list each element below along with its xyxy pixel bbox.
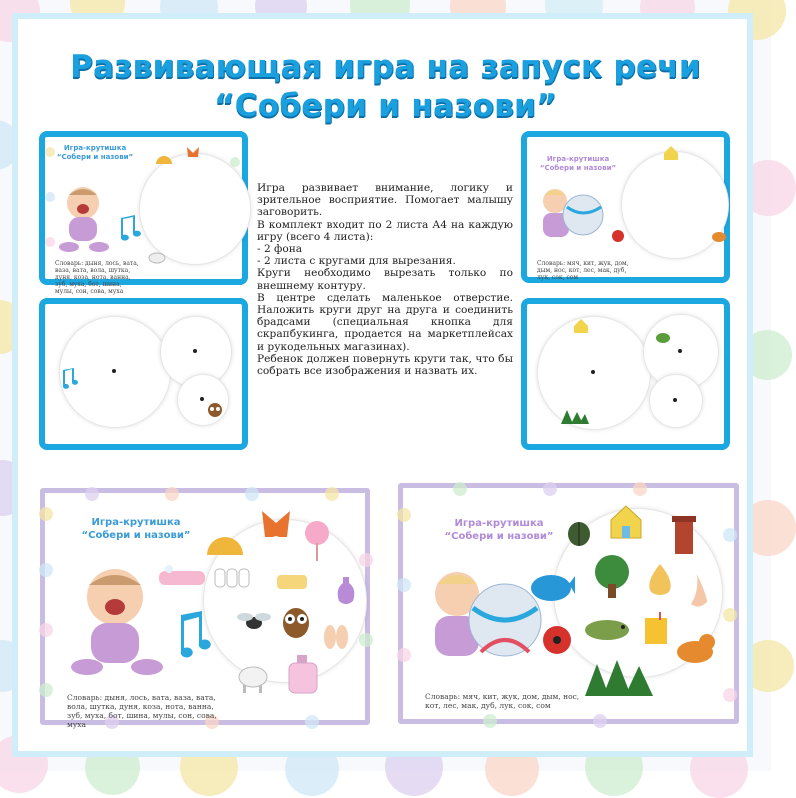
- house-icon: [609, 504, 643, 540]
- forest-icon: [559, 408, 589, 424]
- vocabulary-text: Словарь: дыня, лось, вата, ваза, вата, вола, шутка, дуня, коза, нота, ванна, зуб, муха, бот, шина, мулы, сон, сова, муха: [55, 260, 139, 295]
- wheel-center-hole: [112, 369, 116, 373]
- game-name: “Собери и назови”: [56, 153, 134, 161]
- cotton-candy-icon: [303, 521, 331, 561]
- description-paragraph: Ребенок должен повернуть круги так, что бы собрать все изображения и назвать их.: [257, 352, 513, 378]
- preview-card-baby-large: [40, 488, 370, 729]
- fox-icon: [185, 145, 201, 161]
- description-paragraph: В центре сделать маленькое отверстие. Наложить круги друг на друга и соединить брадсами (специальная кнопка для скрапбукинга, продается на маркетплейсах и рукодельных магазинах).: [257, 291, 513, 353]
- cat-icon: [673, 630, 717, 666]
- beetle-icon: [563, 518, 595, 548]
- preview-card-baby-background: [39, 131, 248, 295]
- game-label: Игра-крутишка: [546, 155, 610, 163]
- oak-tree-icon: [591, 554, 633, 598]
- catfish-icon: [583, 616, 635, 644]
- vase-icon: [335, 575, 357, 607]
- preview-card-ball-wheels: [521, 298, 730, 450]
- baby-with-ball-illustration: [425, 568, 545, 678]
- fly-icon: [237, 609, 271, 637]
- juice-box-icon: [643, 612, 669, 646]
- poppy-icon: [541, 624, 573, 656]
- description-paragraph: Круги необходимо вырезать только по внешнему контуру.: [257, 267, 513, 292]
- game-name: “Собери и назови”: [81, 530, 191, 541]
- owl-icon: [207, 402, 223, 418]
- description-text: [257, 182, 513, 377]
- music-note-icon: [115, 215, 137, 243]
- page-title-line2: “Собери и назови”: [214, 88, 557, 124]
- whale-icon: [529, 568, 575, 604]
- house-icon: [663, 145, 679, 161]
- game-name: “Собери и назови”: [444, 531, 554, 542]
- owl-icon: [281, 605, 311, 639]
- goat-icon: [147, 249, 167, 267]
- poppy-icon: [611, 229, 625, 243]
- vocabulary-text: Словарь: мяч, кит, жук, дом, дым, нос, кот, лес, мак, дуб, лук, сок, сом: [537, 260, 629, 281]
- game-label: Игра-крутишка: [454, 518, 544, 529]
- page-title-line1: Развивающая игра на запуск речи: [70, 49, 701, 85]
- baby-illustration: [67, 563, 167, 683]
- preview-card-baby-wheels: [39, 298, 248, 450]
- game-name: “Собери и назови”: [539, 164, 617, 172]
- baby-with-ball-illustration: [537, 185, 607, 243]
- music-notes-icon: [173, 611, 223, 657]
- melon-icon: [205, 523, 245, 557]
- wheel-center-hole: [193, 349, 197, 353]
- description-list-item: - 2 листа с кругами для вырезания.: [257, 255, 456, 268]
- soap-icon: [275, 569, 311, 591]
- wheel-center-hole: [673, 398, 677, 402]
- teeth-icon: [213, 565, 253, 591]
- wheel-center-hole: [678, 349, 682, 353]
- nose-icon: [687, 572, 711, 612]
- vocabulary-text: Словарь: дыня, лось, вата, ваза, вата, вола, шутка, дуня, коза, нота, ванна, зуб, муха, бот, шина, мулы, сон, сова, муха: [67, 693, 217, 729]
- preview-card-ball-large: [398, 483, 739, 724]
- forest-icon: [583, 660, 655, 696]
- vocabulary-text: Словарь: мяч, кит, жук, дом, дым, нос, кот, лес, мак, дуб, лук, сок, сом: [425, 692, 580, 710]
- melon-icon: [155, 151, 173, 165]
- chimney-icon: [671, 512, 697, 556]
- wheel-center-hole: [591, 370, 595, 374]
- wheel-center-hole: [200, 397, 204, 401]
- feet-icon: [321, 617, 351, 651]
- game-label: Игра-крутишка: [91, 517, 181, 528]
- bathtub-icon: [157, 563, 207, 589]
- fish-icon: [655, 332, 671, 344]
- game-label: Игра-крутишка: [63, 144, 127, 152]
- description-paragraph: В комплект входит по 2 листа А4 на каждую игру (всего 4 листа):: [257, 218, 513, 243]
- description-list-item: - 2 фона: [257, 243, 303, 256]
- description-paragraph: Игра развивает внимание, логику и зрительное восприятие. Помогает малышу заговорить.: [257, 182, 513, 219]
- cat-icon: [711, 227, 727, 243]
- fox-icon: [259, 507, 293, 547]
- house-icon: [573, 318, 589, 334]
- baby-illustration: [55, 181, 115, 256]
- music-note-icon: [59, 368, 75, 390]
- preview-card-ball-background: [521, 131, 730, 283]
- perfume-icon: [285, 653, 321, 697]
- onion-icon: [645, 562, 675, 596]
- goat-icon: [235, 659, 271, 693]
